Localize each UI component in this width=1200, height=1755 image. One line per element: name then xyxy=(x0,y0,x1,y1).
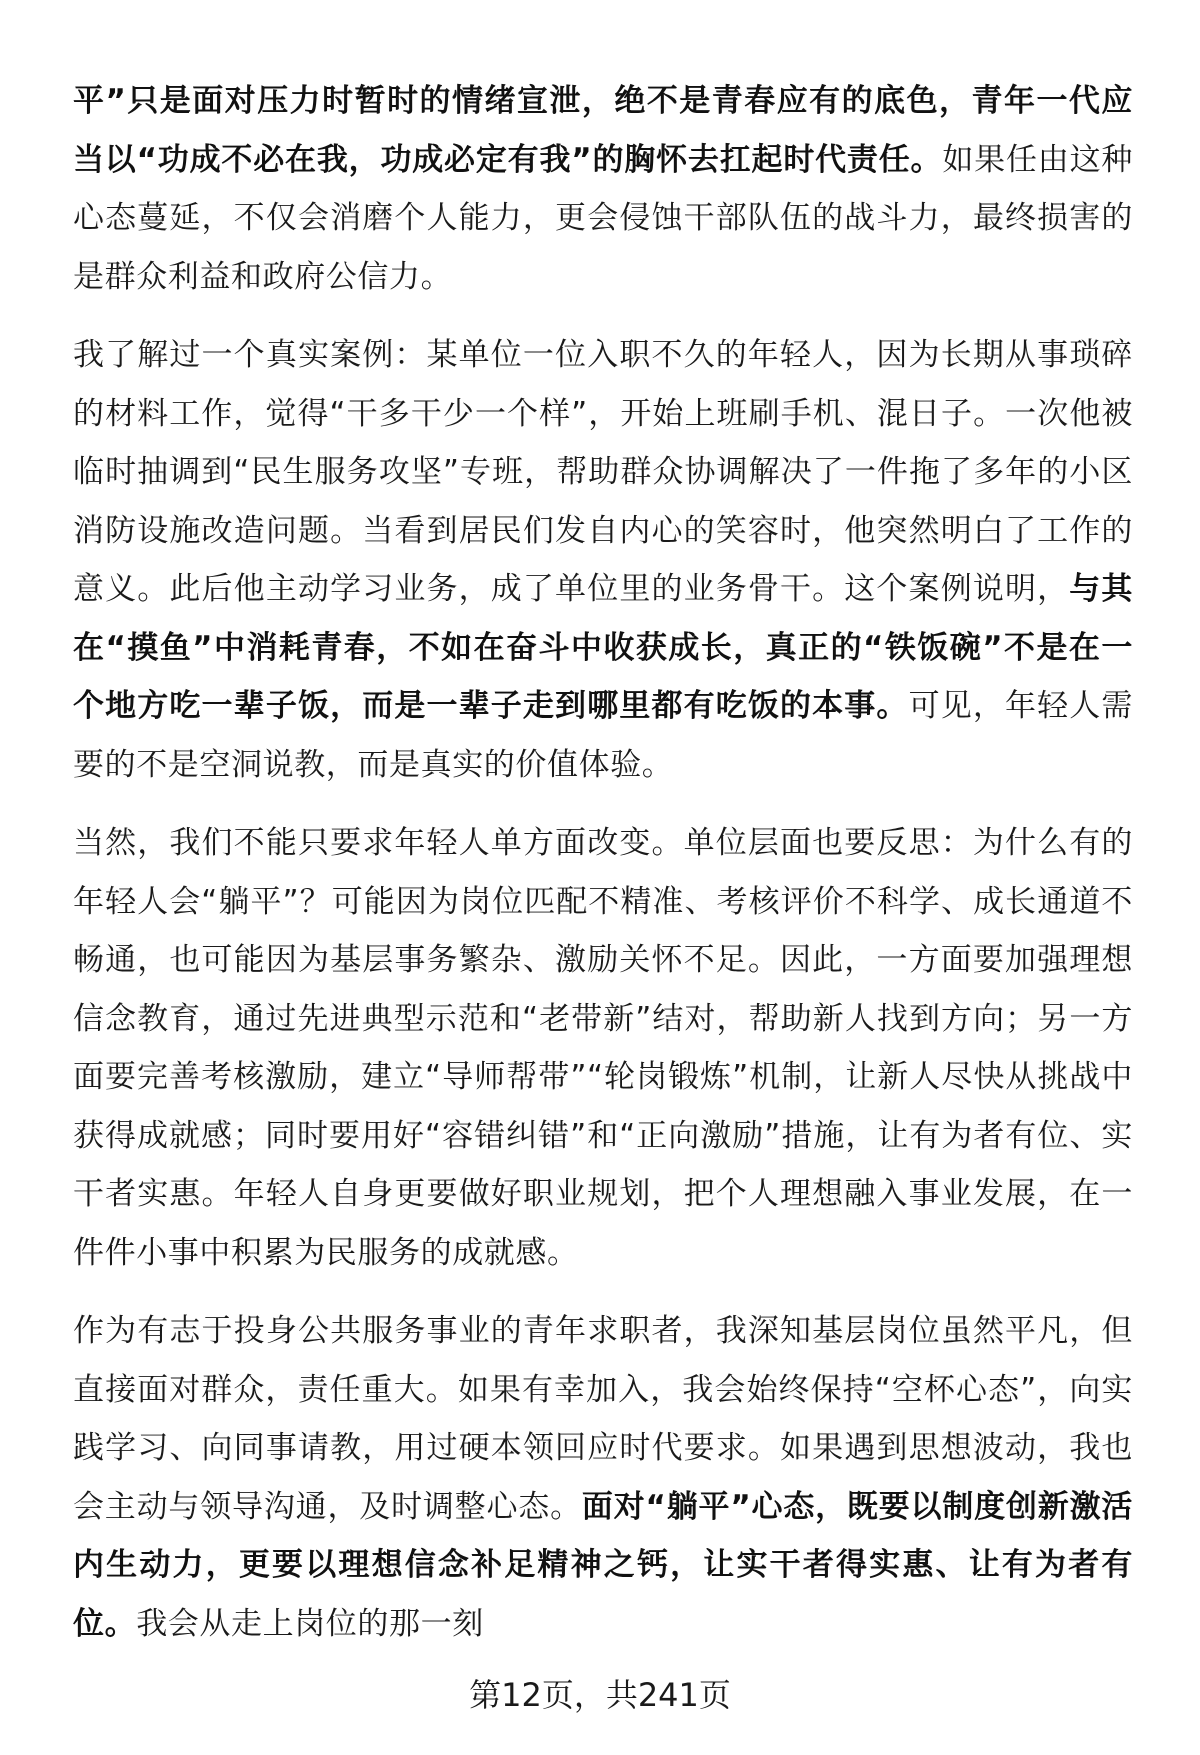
bold-text: 面对“躺平”心态，既要以制度创新激活内生动力，更要以理想信念补足精神之钙，让实干者得实惠、让有为者有位。 xyxy=(73,1488,1133,1642)
page-number: 第12页，共241页 xyxy=(469,1676,731,1714)
bold-text: 平”只是面对压力时暂时的情绪宣泄，绝不是青春应有的底色，青年一代应当以“功成不必在我，功成必定有我”的胸怀去扛起时代责任。 xyxy=(73,83,1133,178)
body-text: 作为有志于投身公共服务事业的青年求职者，我深知基层岗位虽然平凡，但直接面对群众，责任重大。如果有幸加入，我会始终保持“空杯心态”，向实践学习、向同事请教，用过硬本领回应时代要求。如果遇到思想波动，我也会主动与领导沟通，及时调整心态。 xyxy=(73,1313,1133,1525)
body-text: 我了解过一个真实案例：某单位一位入职不久的年轻人，因为长期从事琐碎的材料工作，觉得“干多干少一个样”，开始上班刷手机、混日子。一次他被临时抽调到“民生服务攻坚”专班，帮助群众协调解决了一件拖了多年的小区消防设施改造问题。当看到居民们发自内心的笑容时，他突然明白了工作的意义。此后他主动学习业务，成了单位里的业务骨干。这个案例说明， xyxy=(73,337,1133,607)
document-body xyxy=(73,72,1133,1673)
paragraph-2 xyxy=(73,326,1133,794)
paragraph-4 xyxy=(73,1302,1133,1653)
bold-text: 与其在“摸鱼”中消耗青春，不如在奋斗中收获成长，真正的“铁饭碗”不是在一个地方吃一辈子饭，而是一辈子走到哪里都有吃饭的本事。 xyxy=(73,571,1133,724)
paragraph-1 xyxy=(73,72,1133,306)
paragraph-3 xyxy=(73,814,1133,1282)
body-text: 如果任由这种心态蔓延，不仅会消磨个人能力，更会侵蚀干部队伍的战斗力，最终损害的是群众利益和政府公信力。 xyxy=(73,141,1133,295)
body-text: 当然，我们不能只要求年轻人单方面改变。单位层面也要反思：为什么有的年轻人会“躺平”？可能因为岗位匹配不精准、考核评价不科学、成长通道不畅通，也可能因为基层事务繁杂、激励关怀不足。因此，一方面要加强理想信念教育，通过先进典型示范和“老带新”结对，帮助新人找到方向；另一方面要完善考核激励，建立“导师帮带”“轮岗锻炼”机制，让新人尽快从挑战中获得成就感；同时要用好“容错纠错”和“正向激励”措施，让有为者有位、实干者实惠。年轻人自身更要做好职业规划，把个人理想融入事业发展，在一件件小事中积累为民服务的成就感。 xyxy=(73,825,1133,1271)
body-text: 可见，年轻人需要的不是空洞说教，而是真实的价值体验。 xyxy=(73,688,1133,783)
body-text: 我会从走上岗位的那一刻 xyxy=(136,1605,484,1642)
